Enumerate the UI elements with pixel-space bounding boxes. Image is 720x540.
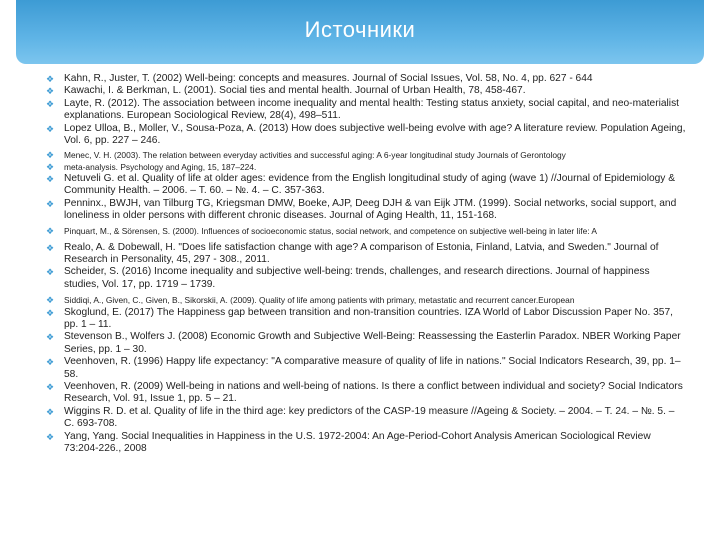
reference-item [46, 431, 686, 456]
reference-item [46, 150, 686, 161]
reference-item [46, 381, 686, 406]
reference-text: Siddiqi, A., Given, C., Given, B., Sikorskii, A. (2009). Quality of life among patients with primary, metastatic and recurrent cancer.European [64, 295, 575, 306]
diamond-bullet-icon: ❖ [46, 86, 55, 97]
diamond-bullet-icon: ❖ [46, 295, 55, 306]
reference-text: Skoglund, E. (2017) The Happiness gap between transition and non-transition countries. IZA World of Labor Discussion Paper No. 357, pp. 1 – 11. [64, 306, 673, 330]
diamond-bullet-icon: ❖ [46, 198, 55, 209]
reference-item [46, 198, 686, 223]
diamond-bullet-icon: ❖ [46, 381, 55, 392]
reference-text: Menec, V. H. (2003). The relation between everyday activities and successful aging: A 6-year longitudinal study Journals of Gerontology [64, 150, 566, 161]
reference-text: Veenhoven, R. (1996) Happy life expectancy: "A comparative measure of quality of life in nations." Social Indicators Research, 39, pp. 1–58. [64, 356, 681, 380]
reference-item [46, 162, 686, 173]
reference-text: Scheider, S. (2016) Income inequality and subjective well-being: trends, challenges, and research directions. Journal of happiness studies, Vol. 17, pp. 1719 – 1739. [64, 266, 650, 290]
reference-text: meta-analysis. Psychology and Aging, 15, 187–224. [64, 161, 257, 172]
reference-item [46, 123, 686, 148]
reference-item [46, 226, 686, 237]
reference-text: Lopez Ulloa, B., Moller, V., Sousa-Poza, A. (2013) How does subjective well-being evolve with age? A literature review. Population Ageing, Vol. 6, pp. 227 – 246. [64, 122, 686, 147]
reference-item [46, 85, 686, 97]
reference-text: Netuveli G. et al. Quality of life at older ages: evidence from the English longitudinal study of aging (wave 1) //Journal of Epidemiology & Community Health. – 2006. – Т. 60. – №. 4. – С. 357-363. [64, 172, 676, 197]
reference-item [46, 266, 686, 291]
reference-item [46, 98, 686, 123]
reference-text: Kawachi, I. & Berkman, L. (2001). Social ties and mental health. Journal of Urban Health, 78, 458-467. [64, 85, 526, 97]
title-banner [16, 0, 704, 64]
diamond-bullet-icon: ❖ [46, 173, 55, 184]
reference-text: Layte, R. (2012). The association between income inequality and mental health: Testing status anxiety, social capital, and neo-materialist explanations. European Sociological Review, 28(4), 498–511. [64, 97, 679, 122]
diamond-bullet-icon: ❖ [46, 74, 55, 84]
reference-item [46, 242, 686, 267]
diamond-bullet-icon: ❖ [46, 307, 55, 318]
reference-text: Realo, A. & Dobewall, H. "Does life satisfaction change with age? A comparison of Estonia, Finland, Latvia, and Sweden." Journal of Research in Personality, 45, 297 - 308., 2011. [64, 241, 659, 266]
reference-item [46, 73, 686, 85]
diamond-bullet-icon: ❖ [46, 332, 55, 343]
reference-item [46, 295, 686, 306]
diamond-bullet-icon: ❖ [46, 226, 55, 237]
diamond-bullet-icon: ❖ [46, 357, 55, 368]
reference-text: Kahn, R., Juster, T. (2002) Well-being: concepts and measures. Journal of Social Issues, Vol. 58, No. 4, pp. 627 - 644 [64, 73, 593, 84]
reference-item [46, 356, 686, 381]
diamond-bullet-icon: ❖ [46, 431, 55, 442]
diamond-bullet-icon: ❖ [46, 161, 55, 172]
reference-text: Stevenson B., Wolfers J. (2008) Economic Growth and Subjective Well-Being: Reassessing the Easterlin Paradox. NBER Working Paper Series, pp. 1 – 30. [64, 331, 681, 355]
reference-text: Pinquart, M., & Sörensen, S. (2000). Influences of socioeconomic status, social network, and competence on subjective well-being in later life: A [64, 226, 598, 237]
reference-text: Wiggins R. D. et al. Quality of life in the third age: key predictors of the CASP-19 measure //Ageing & Society. – 2004. – Т. 24. – №. 5. – С. 693-708. [64, 405, 675, 430]
reference-item [46, 307, 686, 332]
diamond-bullet-icon: ❖ [46, 150, 55, 161]
reference-list [46, 73, 686, 455]
diamond-bullet-icon: ❖ [46, 406, 55, 417]
slide-title: Источники [304, 17, 416, 42]
reference-text: Veenhoven, R. (2009) Well-being in nations and well-being of nations. Is there a conflict between individual and society? Social Indicators Research, Vol. 91, Issue 1, pp. 5 – 21. [64, 380, 683, 405]
reference-item [46, 173, 686, 198]
diamond-bullet-icon: ❖ [46, 267, 55, 278]
diamond-bullet-icon: ❖ [46, 98, 55, 109]
reference-item [46, 406, 686, 431]
diamond-bullet-icon: ❖ [46, 242, 55, 253]
diamond-bullet-icon: ❖ [46, 123, 55, 134]
reference-text: Penninx., BWJH, van Tilburg TG, Kriegsman DMW, Boeke, AJP, Deeg DJH & van Eijk JTM. (1999). Social networks, social support, and loneliness in older persons with different chronic diseases. Journal of Aging Health, 11, 151-168. [64, 197, 677, 222]
reference-text: Yang, Yang. Social Inequalities in Happiness in the U.S. 1972-2004: An Age-Period-Cohort Analysis American Sociological Review 73:204-226., 2008 [64, 430, 651, 454]
reference-item [46, 331, 686, 356]
